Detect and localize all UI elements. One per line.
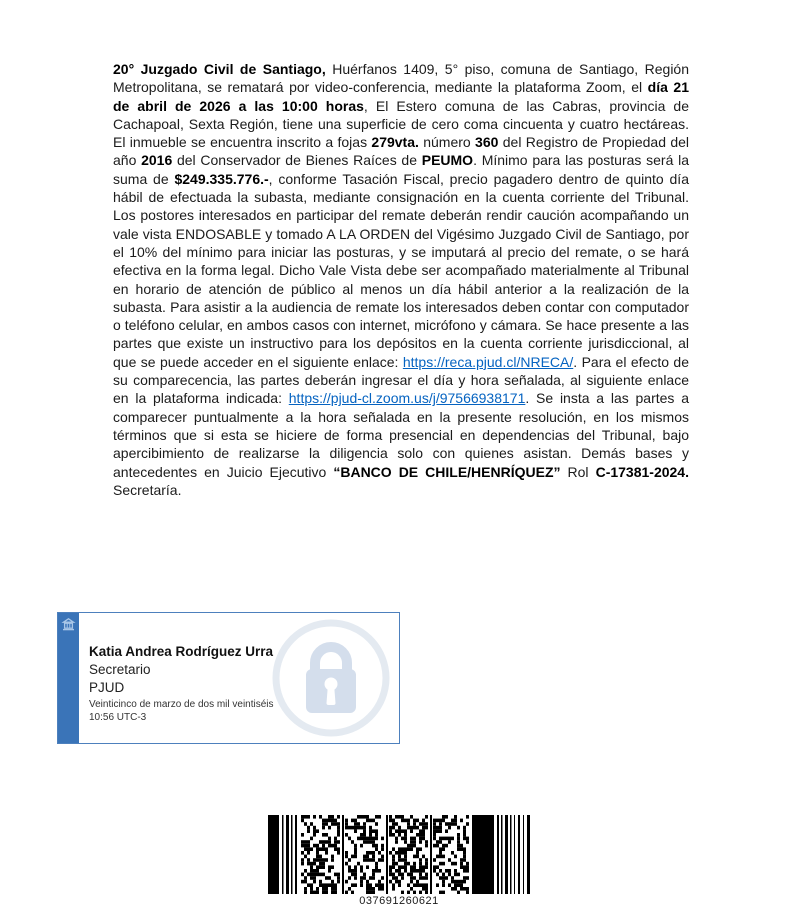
signature-stripe [58,613,79,743]
text-segment: del Registro de Propiedad del año [113,134,690,169]
bold-text-segment: 20° Juzgado Civil de Santiago, [113,61,326,77]
signature-content [89,643,391,724]
text-segment: . Para el efecto de su comparecencia, las partes deberán ingresar el día y hora señalada, al siguiente enlace en la plataforma indicada: [113,353,689,407]
signature-box [57,612,400,744]
text-segment: Secretaría. [113,481,182,498]
auction-notice-paragraph [113,60,689,499]
signer-name: Katia Andrea Rodríguez Urra [89,644,274,659]
text-segment: . Se insta a las partes a comparecer puntualmente a la hora señalada en la presente resolución, en los mismos términos que si esta se hiciere de forma presencial en dependencias del Tribunal, bajo apercibimiento de realizarse la diligencia solo con quienes asistan. Demás bases y antecedentes en Juicio Ejecutivo [113,390,689,480]
text-segment: del Conservador de Bienes Raíces de [172,152,422,169]
text-segment: número [418,134,476,151]
bold-text-segment: 2016 [141,152,173,169]
text-segment: . Mínimo para las posturas será la suma de [113,152,689,187]
text-segment: , conforme Tasación Fiscal, precio pagadero dentro de quinto día hábil de efectuada la subasta, mediante consignación en la cuenta corriente del Tribunal. Los postores interesados en participar del remate deberán rendir caución acompañando un vale vista ENDOSABLE y tomado A LA ORDEN del Vigésimo Juzgado Civil de Santiago, por el 10% del mínimo para iniciar las posturas, y se imputará al precio del remate, o se hará efectiva en la forma legal. Dicho Vale Vista debe ser acompañado materialmente al Tribunal en horario de atención de público al menos un día hábil anterior a la realización de la subasta. Para asistir a la audiencia de remate los interesados deben contar con computador o teléfono celular, en ambos casos con internet, micrófono y cámara. Se hace presente a las partes que existe un instructivo para los depósitos en la cuenta corriente jurisdiccional, al que se puede acceder en el siguiente enlace: [113,170,689,370]
bold-text-segment: 279vta. [371,134,419,151]
signer-role: Secretario [89,662,151,677]
bold-text-segment: “BANCO DE CHILE/HENRÍQUEZ” [333,463,561,480]
barcode [268,815,530,907]
bold-text-segment: PEUMO [421,152,474,169]
signature-date: Veinticinco de marzo de dos mil veintiséis [89,699,274,710]
barcode-value: 037691260621 [359,895,439,907]
bold-text-segment: día 21 de abril de 2026 a las 10:00 horas [113,79,689,114]
text-segment: Rol [560,463,596,480]
hyperlink[interactable]: https://pjud-cl.zoom.us/j/97566938171 [288,390,526,407]
text-segment: Huérfanos 1409, 5° piso, comuna de Santiago, Región Metropolitana, se rematará por video-conferencia, mediante la plataforma Zoom, el [113,61,689,96]
signature-time: 10:56 UTC-3 [89,711,147,723]
pdf417-barcode-image [268,815,530,894]
bold-text-segment: $249.335.776.- [174,170,269,187]
bold-text-segment: 360 [475,134,499,151]
text-segment: , El Estero comuna de las Cabras, provincia de Cachapoal, Sexta Región, tiene una superficie de cero coma cincuenta y cuatro hectáreas. El inmueble se encuentra inscrito a fojas [113,97,690,151]
bold-text-segment: C-17381-2024. [595,463,689,480]
courthouse-building-icon [61,617,76,632]
hyperlink[interactable]: https://reca.pjud.cl/NRECA/ [402,353,574,370]
signer-organization: PJUD [89,680,125,695]
